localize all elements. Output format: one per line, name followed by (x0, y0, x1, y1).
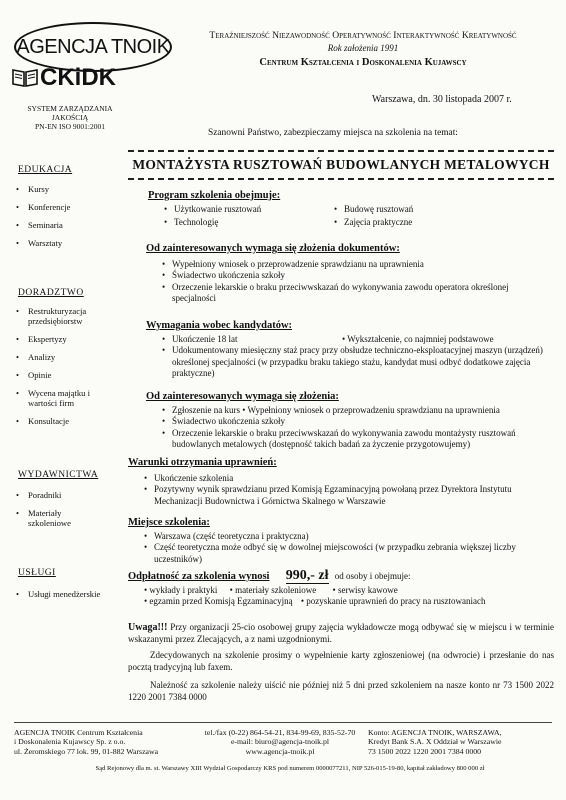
sidebar-item: • Usługi menedżerskie (16, 589, 106, 599)
course-title: MONTAŻYSTA RUSZTOWAŃ BUDOWLANYCH METALOWYCH (132, 157, 550, 172)
logo-name: AGENCJA TNOIK (16, 35, 170, 58)
sidebar-list-uslugi (16, 585, 106, 603)
submission-item: • Zgłoszenie na kurs • Wypełniony wniosek o przeprowadzeniu sprawdzianu na uprawnienia (162, 405, 554, 417)
sidebar-item: • Seminaria (16, 216, 70, 234)
place-item: • Warszawa (część teoretyczna i praktyczna) (144, 531, 554, 543)
sidebar-item: • Konsultacje (16, 412, 116, 430)
iso-line-2: JAKOŚCIĄ (51, 113, 89, 122)
fee-item: • wykłady i praktyki (144, 584, 218, 595)
program-list (164, 204, 554, 229)
sidebar-heading-doradztwo: DORADZTWO (18, 288, 84, 298)
fee-items (144, 585, 554, 608)
sidebar-item: • Warsztaty (16, 234, 70, 252)
place-heading: Miejsce szkolenia: (128, 517, 210, 528)
sidebar-heading-uslugi: USŁUGI (18, 568, 56, 578)
sidebar-item: • Analizy (16, 348, 116, 366)
header-motto: Teraźniejszość Niezawodność Operatywność Interaktywność Kreatywność (209, 30, 517, 41)
section-requirements (128, 320, 554, 380)
sidebar-list-edukacja (16, 180, 70, 252)
sidebar-heading-wydawnictwa: WYDAWNICTWA (18, 470, 99, 480)
requirements-item: • Udokumentowany miesięczny staż pracy przy obsłudze techniczno-eksploatacyjnej maszyn (urządzeń) określonej specjalności (w przypadku braku takiego stażu, kandydat musi odbyć dodatkowe zajęcia praktyczne) (162, 345, 554, 380)
fee-item: • egzamin przed Komisją Egzaminacyjną (144, 596, 293, 606)
footer-address: AGENCJA TNOIK Centrum Kształcenia i Doskonalenia Kujawscy Sp. z o.o. ul. Żeromskiego 77 lok. 99, 01-882 Warszawa (14, 728, 159, 756)
section-place (128, 517, 554, 565)
course-title-box (128, 150, 554, 180)
sidebar-list-doradztwo (16, 302, 116, 430)
fee-item: • pozyskanie uprawnień do pracy na rusztowaniach (300, 596, 486, 606)
program-item: • Zajęcia praktyczne (334, 217, 413, 227)
footer-divider (14, 722, 552, 723)
footer-bank: Konto: AGENCJA TNOIK, WARSZAWA, Kredyt Bank S.A. X Oddział w Warszawie 73 1500 2022 1220 2001 7384 0000 (368, 728, 502, 756)
sidebar-list-wydawnictwa (16, 486, 106, 532)
sidebar-item: • Wycena majątku i wartości firm (16, 388, 116, 408)
iso-line-1: SYSTEM ZARZĄDZANIA (27, 104, 113, 113)
notice-paragraph: Uwaga!!! Przy organizacji 25-cio osobowej grupy zajęcia wykładowcze mogą odbywać się w miejscu i w terminie wskazanymi przez Zlecających, a z nami uzgodnionymi. (128, 622, 554, 644)
logo-subtitle: CKiDK (40, 64, 116, 91)
documents-item: • Wypełniony wniosek o przeprowadzenie sprawdzianu na uprawnienia (162, 259, 554, 271)
fee-item: • materiały szkoleniowe (229, 584, 317, 595)
program-item: • Budowę rusztowań (334, 203, 414, 214)
place-list (144, 531, 554, 566)
section-notice (128, 622, 554, 703)
requirements-list (162, 334, 554, 380)
conditions-heading: Warunki otrzymania uprawnień: (128, 457, 277, 468)
iso-line-3: PN-EN ISO 9001:2001 (34, 122, 105, 131)
program-heading: Program szkolenia obejmuje: (148, 190, 281, 201)
sidebar-item: • Ekspertyzy (16, 330, 116, 348)
footer-contact: tel./fax (0-22) 864-54-21, 834-99-69, 835-52-70 e-mail: biuro@agencja-tnoik.pl www.agencja-tnoik.pl (204, 728, 356, 756)
program-item: • Technologię (164, 217, 219, 227)
documents-heading: Od zainteresowanych wymaga się złożenia dokumentów: (146, 243, 400, 254)
sidebar-item: • Restrukturyzacja przedsiębiorstw (16, 306, 116, 326)
requirements-item: • Ukończenie 18 lat • Wykształcenie, co najmniej podstawowe (162, 334, 554, 346)
sidebar-item: • Konferencje (16, 198, 70, 216)
letter-date: Warszawa, dn. 30 listopada 2007 r. (372, 94, 512, 105)
sidebar-item: • Kursy (16, 180, 70, 198)
submission-list (162, 405, 554, 451)
founded-year: Rok założenia 1991 (327, 43, 399, 53)
program-item: • Użytkowanie rusztowań (164, 203, 262, 214)
sidebar-item: • Opinie (16, 366, 116, 384)
iso-certification (20, 104, 120, 131)
submission-item: • Świadectwo ukończenia szkoły (162, 416, 554, 428)
fee-item: • serwisy kawowe (332, 584, 398, 595)
submission-heading: Od zainteresowanych wymaga się złożenia: (146, 391, 339, 402)
documents-item: • Świadectwo ukończenia szkoły (162, 270, 554, 282)
fee-amount: 990,- zł (285, 568, 329, 583)
payment-paragraph: Należność za szkolenie należy uiścić nie później niż 5 dni przed szkoleniem na nasze konto nr 73 1500 2022 1220 2001 7384 0000 (128, 680, 554, 702)
open-book-icon (12, 66, 38, 88)
documents-item: • Orzeczenie lekarskie o braku przeciwwskazań do wykonywania zawodu operatora określonej specjalności (162, 282, 554, 305)
submission-item: • Orzeczenie lekarskie o braku przeciwwskazań do wykonywania zawodu montażysty rusztowań budowlanych metalowych (dostępność takich badań za życzenie przygotowujemy) (162, 428, 554, 451)
section-documents (128, 243, 554, 305)
fee-line (128, 570, 554, 583)
center-name: Centrum Kształcenia i Doskonalenia Kujawscy (259, 57, 467, 68)
documents-list (162, 259, 554, 305)
section-conditions (128, 457, 554, 507)
fee-suffix: od osoby i obejmuje: (334, 571, 411, 581)
place-item: • Część teoretyczna może odbyć się w dowolnej miejscowości (w przypadku zebrania większej liczby uczestników) (144, 542, 554, 565)
conditions-item: • Pozytywny wynik sprawdzianu przed Komisją Egzaminacyjną powołaną przez Dyrektora Instytutu Mechanizacji Budownictwa i Górnictwa Skalnego w Warszawie (144, 484, 554, 507)
footer-registry: Sąd Rejonowy dla m. st. Warszawy XIII Wydział Gospodarczy KRS pod numerem 0000077211, NIP 526-015-19-80, kapitał zakładowy 800 000 zł (95, 765, 485, 772)
requirements-heading: Wymagania wobec kandydatów: (146, 320, 293, 331)
conditions-list (144, 473, 554, 508)
section-program (128, 190, 554, 229)
sidebar-heading-edukacja: EDUKACJA (18, 165, 73, 175)
sidebar-item: • Poradniki (16, 486, 106, 504)
sidebar-item: • Materiały szkoleniowe (16, 508, 106, 528)
section-fee (128, 570, 554, 608)
application-paragraph: Zdecydowanych na szkolenie prosimy o wypełnienie karty zgłoszeniowej (na odwrocie) i przesłanie do nas pocztą tradycyjną lub faxem. (128, 650, 554, 672)
section-submission (128, 391, 554, 451)
conditions-item: • Ukończenie szkolenia (144, 473, 554, 485)
fee-label: Odpłatność za szkolenia wynosi (128, 571, 270, 582)
intro-text: Szanowni Państwo, zabezpieczamy miejsca na szkolenia na temat: (208, 128, 458, 138)
